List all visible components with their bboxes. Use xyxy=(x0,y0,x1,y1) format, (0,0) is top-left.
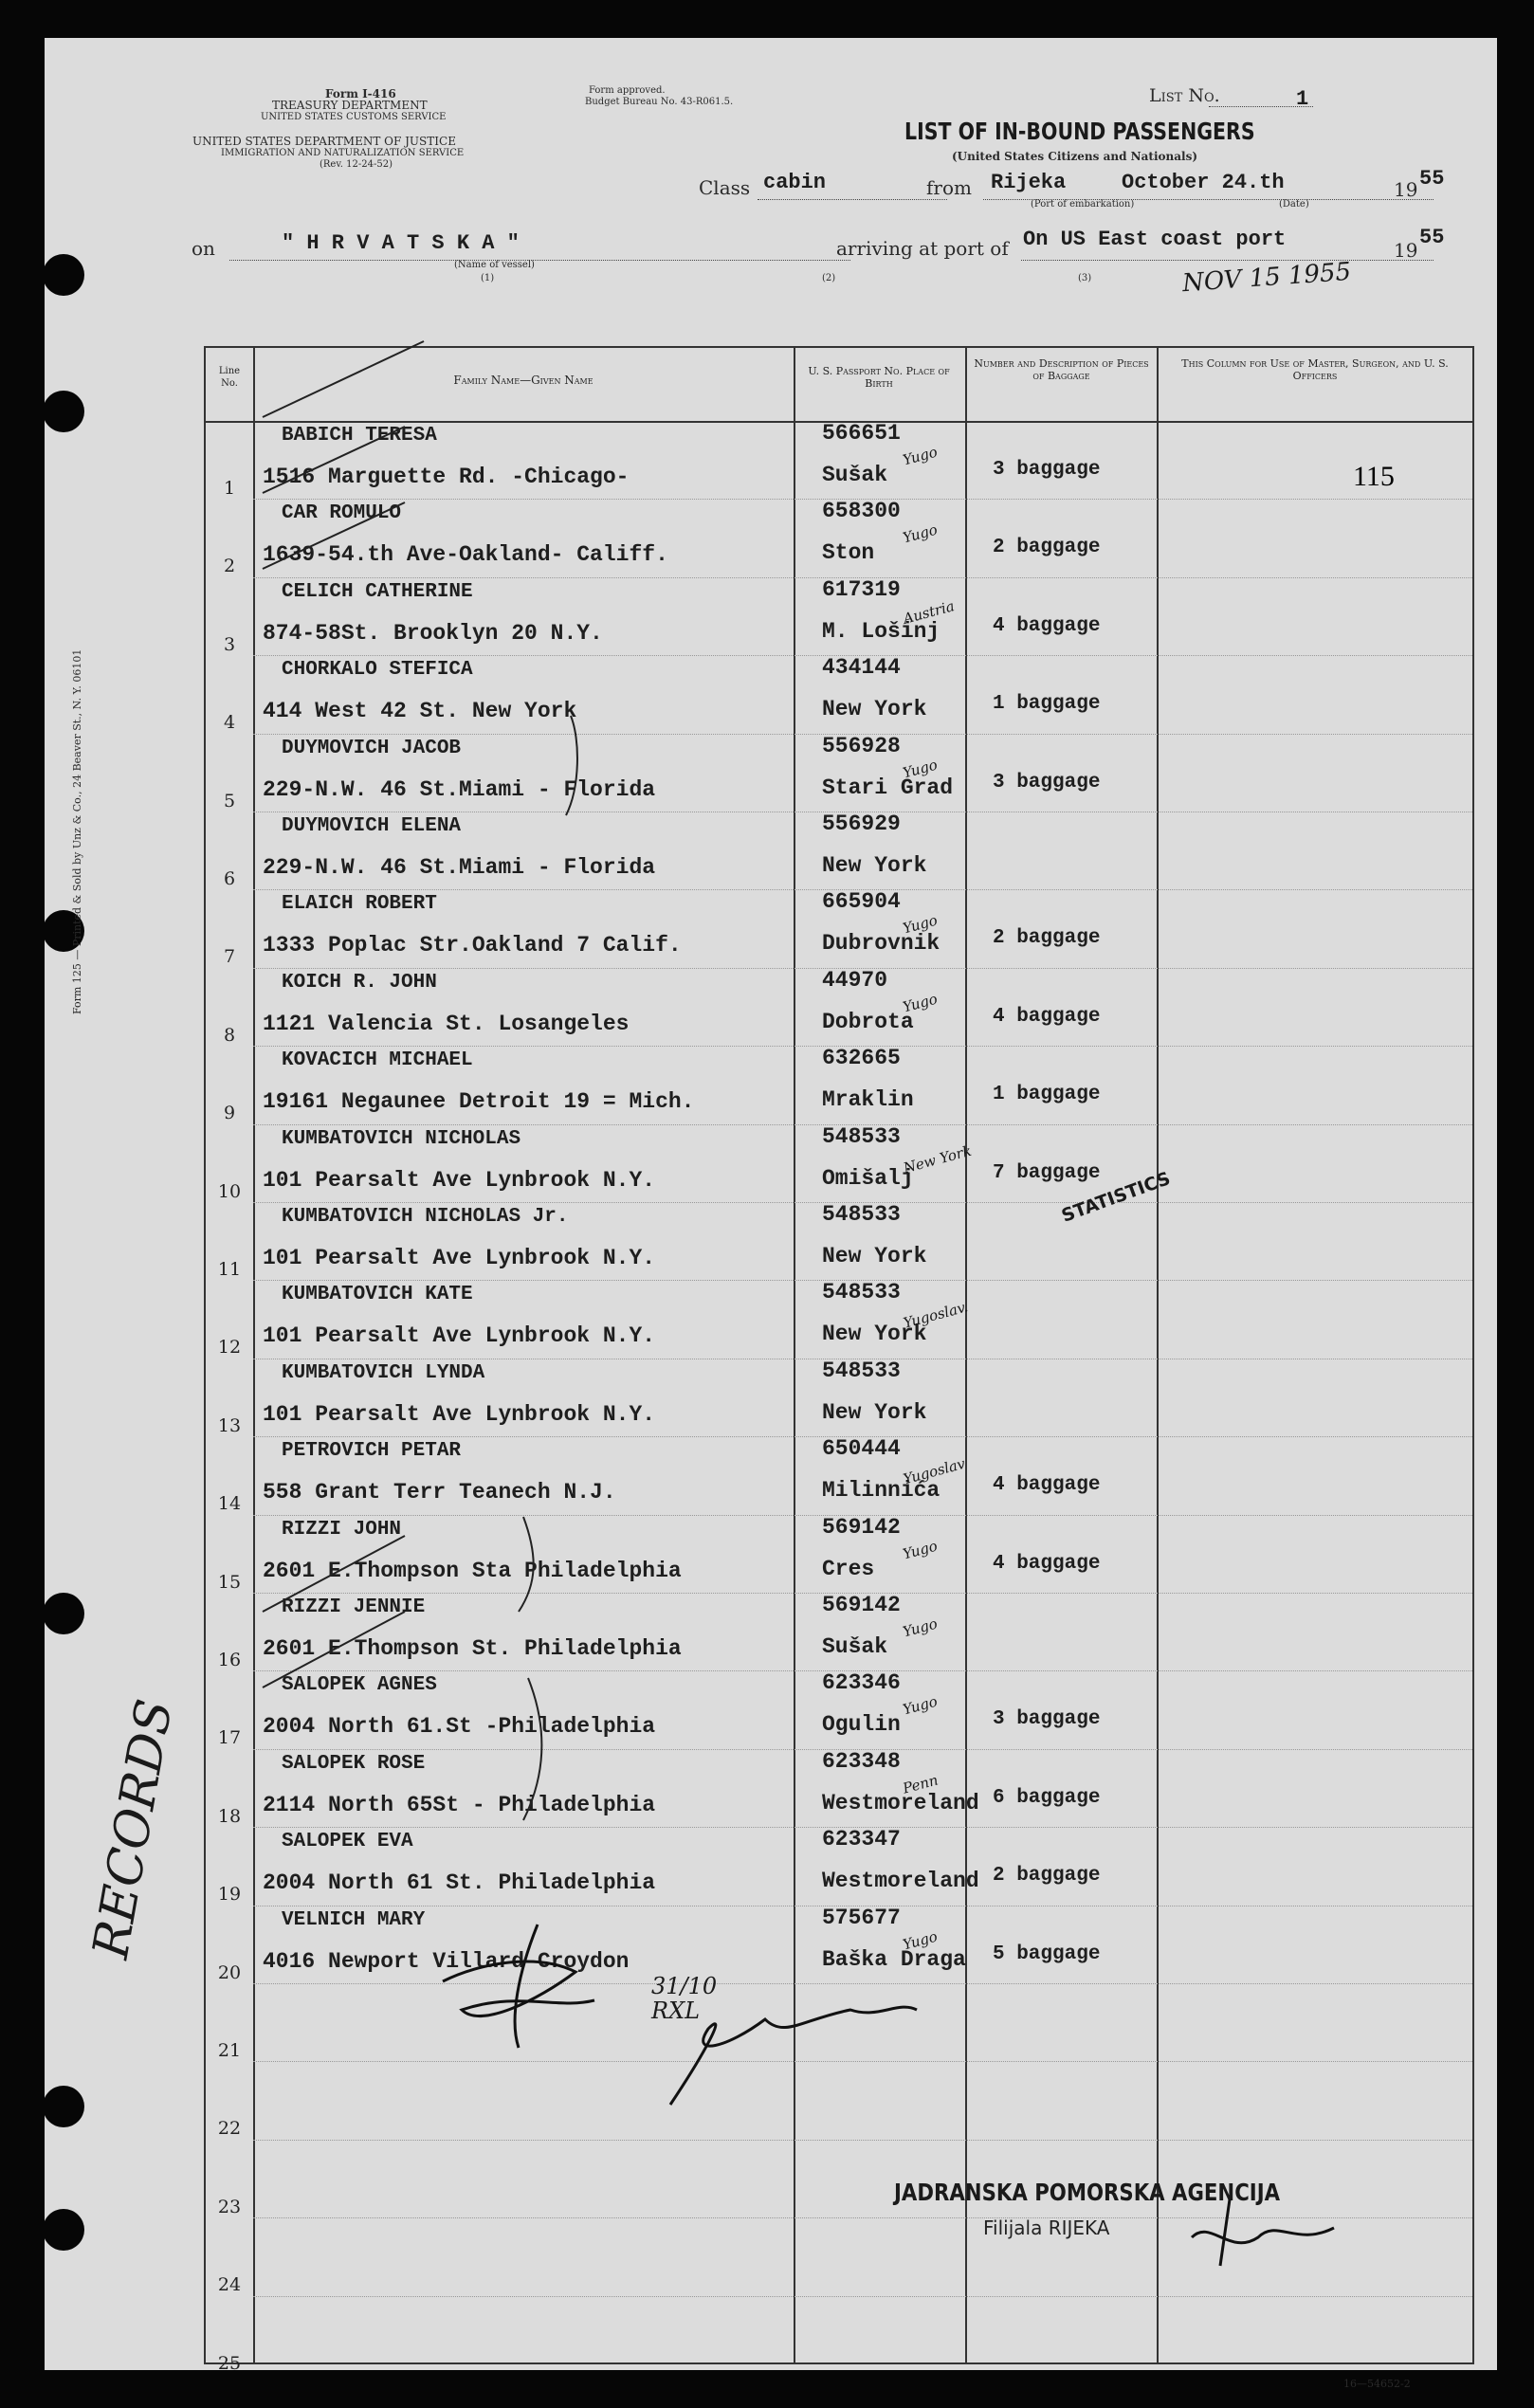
passenger-address: 1121 Valencia St. Losangeles xyxy=(263,1011,630,1036)
class-label: Class xyxy=(699,176,751,199)
passenger-name: RIZZI JOHN xyxy=(282,1518,402,1541)
passenger-name: SALOPEK AGNES xyxy=(282,1674,437,1697)
passenger-name: KUMBATOVICH KATE xyxy=(282,1284,473,1306)
form-number: Form I-416 xyxy=(325,87,396,100)
page-subtitle: (United States Citizens and Nationals) xyxy=(952,150,1197,163)
passenger-address: 2601 E.Thompson Sta Philadelphia xyxy=(263,1558,682,1583)
vessel-name: " H R V A T S K A " xyxy=(282,231,520,255)
line-number: 23 xyxy=(217,2196,242,2217)
passport-number: 548533 xyxy=(822,1280,901,1305)
date-caption: (Date) xyxy=(1279,199,1309,210)
line-number: 17 xyxy=(217,1727,242,1749)
passenger-address: 229-N.W. 46 St.Miami - Florida xyxy=(263,855,656,880)
place-of-birth: New York xyxy=(822,853,927,878)
passport-number: 569142 xyxy=(822,1593,901,1617)
handwritten-annotation: Austria xyxy=(901,596,957,628)
treasury-dept: TREASURY DEPARTMENT xyxy=(272,99,428,112)
handwritten-annotation: New York xyxy=(901,1141,974,1177)
line-number: 7 xyxy=(223,946,236,968)
line-number: 2 xyxy=(223,556,236,577)
header-officers: This Column for Use of Master, Surgeon, and U. S. Officers xyxy=(1181,357,1449,382)
arriving-label: arriving at port of xyxy=(836,237,1009,260)
baggage-count: 4 baggage xyxy=(993,1005,1101,1028)
passport-number: 548533 xyxy=(822,1358,901,1383)
line-number: 22 xyxy=(217,2118,242,2140)
bracket xyxy=(523,1678,541,1820)
passenger-address: 101 Pearsalt Ave Lynbrook N.Y. xyxy=(263,1167,656,1193)
baggage-count: 5 baggage xyxy=(993,1943,1101,1965)
baggage-count: 2 baggage xyxy=(993,927,1101,950)
place-of-birth: Westmoreland xyxy=(822,1790,979,1815)
signature xyxy=(1220,2199,1230,2266)
header-name: Family Name—Given Name xyxy=(453,374,594,387)
place-of-birth: New York xyxy=(822,1322,927,1347)
port-embark-caption: (Port of embarkation) xyxy=(1031,199,1135,210)
place-of-birth: Omišalj xyxy=(822,1165,914,1191)
line-number: 14 xyxy=(217,1493,242,1515)
ins-label: IMMIGRATION AND NATURALIZATION SERVICE xyxy=(221,148,465,158)
passport-number: 617319 xyxy=(822,576,901,602)
passport-number: 650444 xyxy=(822,1436,901,1462)
form-approved: Form approved. xyxy=(589,85,666,96)
customs-service: UNITED STATES CUSTOMS SERVICE xyxy=(261,112,447,122)
line-number: 20 xyxy=(217,1961,242,1983)
passport-number: 632665 xyxy=(822,1046,901,1071)
line-number: 3 xyxy=(223,633,236,655)
line-number: 10 xyxy=(217,1180,242,1202)
checkmark xyxy=(263,502,405,569)
passenger-name: KUMBATOVICH LYNDA xyxy=(282,1361,485,1384)
passenger-name: VELNICH MARY xyxy=(282,1908,426,1931)
passenger-name: CELICH CATHERINE xyxy=(282,580,473,603)
place-of-birth: Sušak xyxy=(822,463,888,487)
place-of-birth: New York xyxy=(822,1399,927,1425)
passport-number: 575677 xyxy=(822,1905,901,1930)
statistics-stamp: STATISTICS xyxy=(1058,1168,1174,1227)
place-of-birth: Dobrota xyxy=(822,1009,914,1034)
handwritten-annotation: Penn xyxy=(901,1771,940,1797)
agency-branch: Filijala RIJEKA xyxy=(983,2216,1110,2239)
baggage-count: 1 baggage xyxy=(993,1084,1101,1106)
place-of-birth: Mraklin xyxy=(822,1087,914,1113)
line-number: 18 xyxy=(217,1805,242,1827)
passenger-address: 101 Pearsalt Ave Lynbrook N.Y. xyxy=(263,1401,656,1427)
passport-number: 566651 xyxy=(822,421,901,446)
line-number: 25 xyxy=(217,2352,242,2374)
budget-bureau: Budget Bureau No. 43-R061.5. xyxy=(585,97,734,107)
handwritten-annotation: Yugo xyxy=(901,1614,940,1641)
checkmark xyxy=(263,1536,405,1612)
baggage-count: 2 baggage xyxy=(993,1865,1101,1888)
passenger-name: BABICH TERESA xyxy=(282,425,437,447)
line-number: 12 xyxy=(217,1337,242,1359)
place-of-birth: Milinnića xyxy=(822,1478,940,1504)
date-value: October 24.th xyxy=(1122,171,1285,194)
passenger-address: 2601 E.Thompson St. Philadelphia xyxy=(263,1636,682,1661)
line-number: 4 xyxy=(223,712,236,734)
line-number: 8 xyxy=(223,1024,236,1046)
place-of-birth: Ogulin xyxy=(822,1712,901,1738)
baggage-count: 2 baggage xyxy=(993,537,1101,559)
list-no-value: 1 xyxy=(1296,87,1309,111)
bracket xyxy=(519,1517,534,1612)
passport-number: 665904 xyxy=(822,889,901,915)
handwritten-annotation: Yugo xyxy=(901,756,940,782)
header-passport: U. S. Passport No. Place of Birth xyxy=(808,365,950,390)
passenger-address: 874-58St. Brooklyn 20 N.Y. xyxy=(263,620,603,646)
handwritten-annotation: Yugo xyxy=(901,443,940,469)
page-title: LIST OF IN-BOUND PASSENGERS xyxy=(904,118,1255,145)
handwritten-signatures xyxy=(45,38,1497,2370)
class-value: cabin xyxy=(763,171,827,194)
place-of-birth: Baška Draga xyxy=(822,1946,966,1972)
records-handwritten: RECORDS xyxy=(82,1695,185,1963)
place-of-birth: New York xyxy=(822,697,927,722)
vessel-caption: (Name of vessel) xyxy=(454,260,535,270)
handwritten-annotation: Yugo xyxy=(901,1927,940,1954)
passport-number: 548533 xyxy=(822,1202,901,1227)
passenger-name: PETROVICH PETAR xyxy=(282,1440,462,1463)
handwritten-annotation: Yugoslav. xyxy=(901,1298,970,1333)
passport-number: 623347 xyxy=(822,1827,901,1852)
checkmark xyxy=(263,1612,405,1687)
caption-1: (1) xyxy=(481,273,495,283)
signature xyxy=(1192,2228,1334,2243)
passport-number: 569142 xyxy=(822,1514,901,1540)
list-no-label: List No. xyxy=(1149,85,1220,106)
passenger-address: 2004 North 61 St. Philadelphia xyxy=(263,1870,656,1896)
passenger-address: 558 Grant Terr Teanech N.J. xyxy=(263,1480,616,1505)
line-number: 1 xyxy=(223,478,236,499)
passenger-name: SALOPEK ROSE xyxy=(282,1752,426,1775)
line-number: 13 xyxy=(217,1414,242,1436)
passenger-address: 1516 Marguette Rd. -Chicago- xyxy=(263,465,630,489)
place-of-birth: Sušak xyxy=(822,1634,888,1659)
baggage-count: 4 baggage xyxy=(993,614,1101,637)
header-baggage: Number and Description of Pieces of Baggage xyxy=(974,357,1149,382)
line-number: 19 xyxy=(217,1884,242,1906)
passenger-name: ELAICH ROBERT xyxy=(282,893,437,916)
handwritten-annotation: Yugo xyxy=(901,990,940,1016)
line-number: 15 xyxy=(217,1571,242,1593)
handwritten-annotation: Yugoslav xyxy=(901,1454,968,1488)
year-value: 55 xyxy=(1419,167,1445,191)
place-of-birth: Cres xyxy=(822,1556,875,1581)
header-line-no: Line No. xyxy=(218,366,241,389)
passenger-name: KUMBATOVICH NICHOLAS Jr. xyxy=(282,1206,569,1228)
passport-number: 434144 xyxy=(822,655,901,681)
baggage-count: 3 baggage xyxy=(993,771,1101,794)
arriving-value: On US East coast port xyxy=(1023,228,1287,251)
arrival-date-handwritten: NOV 15 1955 xyxy=(1181,257,1353,299)
passenger-address: 19161 Negaunee Detroit 19 = Mich. xyxy=(263,1089,695,1115)
handwritten-annotation: Yugo xyxy=(901,911,940,938)
passenger-name: KUMBATOVICH NICHOLAS xyxy=(282,1127,521,1150)
passenger-name: CAR ROMULO xyxy=(282,502,402,525)
place-of-birth: Dubrovnik xyxy=(822,931,940,957)
place-of-birth: M. Lošinj xyxy=(822,618,940,644)
passenger-address: 229-N.W. 46 St.Miami - Florida xyxy=(263,776,656,802)
baggage-count: 1 baggage xyxy=(993,693,1101,716)
passenger-address: 1639-54.th Ave-Oakland- Califf. xyxy=(263,542,668,568)
justice-dept: UNITED STATES DEPARTMENT OF JUSTICE xyxy=(192,135,456,148)
baggage-count: 3 baggage xyxy=(993,1708,1101,1731)
place-of-birth: Stari Grad xyxy=(822,775,954,800)
passport-number: 44970 xyxy=(822,967,888,993)
signature xyxy=(670,2007,917,2105)
line-number: 9 xyxy=(223,1103,236,1124)
line-number: 5 xyxy=(223,790,236,812)
checkmark xyxy=(263,341,424,417)
line-number: 11 xyxy=(217,1259,242,1280)
passenger-name: RIZZI JENNIE xyxy=(282,1596,426,1618)
caption-2: (2) xyxy=(822,273,836,283)
passenger-name: DUYMOVICH JACOB xyxy=(282,737,462,759)
handwritten-annotation: Yugo xyxy=(901,1692,940,1719)
passport-number: 623348 xyxy=(822,1748,901,1774)
passenger-name: CHORKALO STEFICA xyxy=(282,659,473,682)
manifest-page xyxy=(45,38,1497,2390)
baggage-count: 7 baggage xyxy=(993,1161,1101,1184)
caption-3: (3) xyxy=(1078,273,1092,283)
line-number: 16 xyxy=(217,1650,242,1670)
place-of-birth: Ston xyxy=(822,540,875,566)
checkmark xyxy=(263,427,405,493)
officer-note: 115 xyxy=(1353,461,1395,492)
passenger-name: KOICH R. JOHN xyxy=(282,971,437,994)
agency-stamp: JADRANSKA POMORSKA AGENCIJA xyxy=(894,2179,1281,2206)
place-of-birth: Westmoreland xyxy=(822,1869,979,1894)
passenger-address: 101 Pearsalt Ave Lynbrook N.Y. xyxy=(263,1323,656,1349)
passenger-name: DUYMOVICH ELENA xyxy=(282,815,462,837)
bracket xyxy=(566,716,577,815)
line-number: 21 xyxy=(217,2040,242,2061)
initials-handwritten: 31/10 RXL xyxy=(651,1973,718,2024)
baggage-count: 4 baggage xyxy=(993,1552,1101,1575)
baggage-count: 4 baggage xyxy=(993,1474,1101,1497)
passport-number: 556929 xyxy=(822,812,901,836)
passenger-name: SALOPEK EVA xyxy=(282,1831,413,1853)
passport-number: 548533 xyxy=(822,1123,901,1149)
passenger-address: 414 West 42 St. New York xyxy=(263,699,577,724)
passenger-address: 1333 Poplac Str.Oakland 7 Calif. xyxy=(263,933,682,958)
handwritten-annotation: Yugo xyxy=(901,520,940,547)
line-number: 24 xyxy=(217,2274,242,2296)
passport-number: 556928 xyxy=(822,733,901,758)
handwritten-annotation: Yugo xyxy=(901,1537,940,1563)
passenger-address: 2114 North 65St - Philadelphia xyxy=(263,1792,656,1817)
form-footer: 16—54652-2 xyxy=(1343,2378,1411,2390)
from-label: from xyxy=(926,176,972,199)
year2-value: 55 xyxy=(1419,226,1445,249)
printer-imprint: Form 125 — Printed & Sold by Unz & Co., 24 Beaver St., N. Y. 06101 xyxy=(71,648,83,1014)
on-label: on xyxy=(192,237,215,260)
passenger-address: 2004 North 61.St -Philadelphia xyxy=(263,1714,656,1740)
revision: (Rev. 12-24-52) xyxy=(320,159,393,170)
passport-number: 623346 xyxy=(822,1670,901,1696)
passenger-address: 4016 Newport Villard Croydon xyxy=(263,1948,630,1974)
baggage-count: 3 baggage xyxy=(993,459,1101,481)
baggage-count: 6 baggage xyxy=(993,1786,1101,1809)
passenger-name: KOVACICH MICHAEL xyxy=(282,1049,473,1072)
year2-prefix: 19 xyxy=(1394,239,1418,262)
from-value: Rijeka xyxy=(991,171,1067,194)
passport-number: 658300 xyxy=(822,499,901,524)
line-number: 6 xyxy=(223,868,236,889)
year-prefix: 19 xyxy=(1394,178,1418,201)
signature xyxy=(515,1925,538,2048)
place-of-birth: New York xyxy=(822,1244,927,1268)
passenger-address: 101 Pearsalt Ave Lynbrook N.Y. xyxy=(263,1246,656,1270)
